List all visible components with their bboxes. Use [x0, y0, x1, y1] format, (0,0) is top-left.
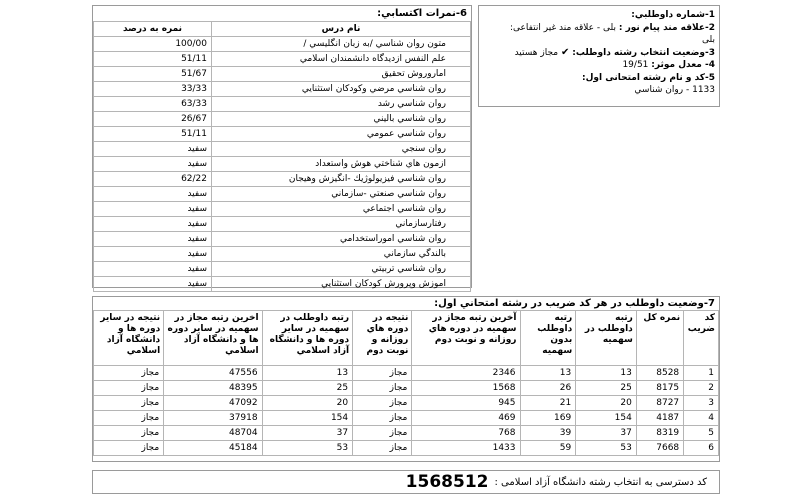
course-score: 26/67	[94, 112, 212, 127]
ranking-cell: 26	[520, 381, 576, 396]
course-name: روان شناسي تربيتي	[212, 262, 471, 277]
ranking-cell: مجاز	[94, 426, 164, 441]
course-name: روان شناسي اجتماعي	[212, 202, 471, 217]
ranking-col-header: نتيجه در دوره هاي روزانه و نوبت دوم	[353, 311, 412, 366]
ranking-cell: 3	[684, 396, 719, 411]
course-score: سفيد	[94, 157, 212, 172]
ranking-cell: 45184	[164, 441, 262, 456]
grade-row	[94, 52, 471, 67]
course-name: علم النفس ازديدگاه دانشمندان اسلامي	[212, 52, 471, 67]
ranking-cell: 13	[520, 366, 576, 381]
grade-row	[94, 202, 471, 217]
ranking-cell: مجاز	[94, 366, 164, 381]
grades-table	[93, 21, 471, 292]
ranking-cell: 169	[520, 411, 576, 426]
ranking-cell: 1433	[412, 441, 520, 456]
access-code-label: كد دسترسی به انتخاب رشته دانشگاه آزاد اسلامی :	[494, 476, 707, 488]
course-name: ازمون هاي شناختي هوش واستعداد	[212, 157, 471, 172]
course-name: روان شناسي عمومي	[212, 127, 471, 142]
grade-row	[94, 112, 471, 127]
ranking-row	[94, 381, 719, 396]
ranking-cell: 154	[262, 411, 353, 426]
ranking-cell: 8528	[636, 366, 683, 381]
course-score: 100/00	[94, 37, 212, 52]
ranking-cell: 1	[684, 366, 719, 381]
ranking-row	[94, 396, 719, 411]
ranking-cell: مجاز	[353, 366, 412, 381]
ranking-cell: مجاز	[94, 396, 164, 411]
access-code-value: 1568512	[405, 472, 489, 492]
ranking-cell: 37	[262, 426, 353, 441]
ranking-row	[94, 366, 719, 381]
ranking-cell: 47556	[164, 366, 262, 381]
ranking-cell: مجاز	[353, 396, 412, 411]
ranking-row	[94, 411, 719, 426]
grade-row	[94, 157, 471, 172]
course-score: سفيد	[94, 187, 212, 202]
ranking-cell: 20	[262, 396, 353, 411]
ranking-cell: 13	[576, 366, 637, 381]
ranking-cell: 8727	[636, 396, 683, 411]
grade-row	[94, 127, 471, 142]
ranking-col-header: نتيجه در ساير دوره ها و دانشگاه آزاد اسلامي	[94, 311, 164, 366]
ranking-cell: مجاز	[353, 441, 412, 456]
ranking-cell: 39	[520, 426, 576, 441]
course-score: سفيد	[94, 142, 212, 157]
course-name: متون روان شناسي /به زبان انگليسي /	[212, 37, 471, 52]
ranking-cell: 154	[576, 411, 637, 426]
check-icon: ✔	[560, 46, 570, 58]
ranking-cell: 13	[262, 366, 353, 381]
ranking-cell: مجاز	[353, 381, 412, 396]
ranking-cell: 7668	[636, 441, 683, 456]
ranking-col-header: آخرين رتبه مجاز در سهميه در دوره هاي روزانه و نوبت دوم	[412, 311, 520, 366]
grades-header-row	[94, 22, 471, 37]
course-score: 33/33	[94, 82, 212, 97]
ranking-cell: 8175	[636, 381, 683, 396]
ranking-row	[94, 441, 719, 456]
course-name: روان شناسي فيزيولوژيك -انگيزش وهيجان	[212, 172, 471, 187]
selection-status: 3-وضعيت انتخاب رشته داوطلب: ✔ مجاز هستيد	[514, 46, 715, 58]
course-name: روان شناسي صنعتي -سازماني	[212, 187, 471, 202]
ranking-col-header: رتبه داوطلب بدون سهميه	[520, 311, 576, 366]
grades-title: 6-نمرات اكتسابي:	[377, 8, 467, 19]
course-score: سفيد	[94, 262, 212, 277]
ranking-cell: 53	[576, 441, 637, 456]
course-score: سفيد	[94, 202, 212, 217]
ranking-cell: 5	[684, 426, 719, 441]
ranking-table	[93, 310, 719, 456]
grade-row	[94, 217, 471, 232]
ranking-col-header: رتبه داوطلب در سهميه در ساير دوره ها و دانشگاه آزاد اسلامي	[262, 311, 353, 366]
course-score: سفيد	[94, 217, 212, 232]
ranking-cell: 37	[576, 426, 637, 441]
course-score: سفيد	[94, 232, 212, 247]
col-course-header: نام درس	[212, 22, 471, 37]
ranking-cell: 37918	[164, 411, 262, 426]
grade-row	[94, 37, 471, 52]
course-score: 51/11	[94, 52, 212, 67]
ranking-cell: 2	[684, 381, 719, 396]
grade-row	[94, 187, 471, 202]
ranking-cell: 25	[262, 381, 353, 396]
applicant-number: 1-شماره داوطلبي:	[631, 10, 715, 20]
course-score: 51/11	[94, 127, 212, 142]
applicant-info-panel	[478, 5, 720, 107]
grade-row	[94, 142, 471, 157]
col-score-header: نمره به درصد	[94, 22, 212, 37]
ranking-cell: 25	[576, 381, 637, 396]
grade-row	[94, 67, 471, 82]
ranking-cell: 48395	[164, 381, 262, 396]
ranking-row	[94, 426, 719, 441]
ranking-cell: مجاز	[353, 426, 412, 441]
course-name: روان شناسي اموراستخدامي	[212, 232, 471, 247]
ranking-cell: 21	[520, 396, 576, 411]
exam-field-value: 1133 - روان شناسي	[634, 85, 715, 95]
grade-row	[94, 247, 471, 262]
ranking-cell: 768	[412, 426, 520, 441]
ranking-col-header: رتبه داوطلب در سهميه	[576, 311, 637, 366]
ranking-cell: 945	[412, 396, 520, 411]
ranking-col-header: نمره كل	[636, 311, 683, 366]
ranking-cell: 53	[262, 441, 353, 456]
ranking-title: 7-وضعيت داوطلب در هر كد ضريب در رشته امتحاني اول:	[434, 298, 715, 309]
ranking-cell: 6	[684, 441, 719, 456]
grades-panel	[92, 5, 472, 288]
ranking-cell: مجاز	[94, 381, 164, 396]
course-name: روان شناسي رشد	[212, 97, 471, 112]
ranking-cell: 47092	[164, 396, 262, 411]
course-score: 62/22	[94, 172, 212, 187]
grades-body	[94, 37, 471, 292]
effective-gpa: 4- معدل موثر: 19/51	[622, 60, 715, 70]
course-name: رفتارسازماني	[212, 217, 471, 232]
ranking-cell: 8319	[636, 426, 683, 441]
course-name: روان شناسي باليني	[212, 112, 471, 127]
course-score: سفيد	[94, 277, 212, 292]
grade-row	[94, 172, 471, 187]
course-score: 51/67	[94, 67, 212, 82]
ranking-cell: مجاز	[94, 441, 164, 456]
ranking-cell: 469	[412, 411, 520, 426]
ranking-col-header: اخرين رتبه مجاز در سهميه در ساير دوره ها و دانشگاه آزاد اسلامي	[164, 311, 262, 366]
ranking-body	[94, 366, 719, 456]
course-name: روان سنجي	[212, 142, 471, 157]
ranking-cell: 2346	[412, 366, 520, 381]
course-name: اموزش وپرورش كودكان استثنايي	[212, 277, 471, 292]
grade-row	[94, 262, 471, 277]
ranking-cell: 1568	[412, 381, 520, 396]
grade-row	[94, 82, 471, 97]
course-score: 63/33	[94, 97, 212, 112]
access-code-bar	[92, 470, 720, 494]
ranking-cell: مجاز	[353, 411, 412, 426]
ranking-cell: مجاز	[94, 411, 164, 426]
ranking-header-row	[94, 311, 719, 366]
course-name: بالندگي سازماني	[212, 247, 471, 262]
course-name: روان شناسي مرضي وكودكان استثنايي	[212, 82, 471, 97]
ranking-cell: 59	[520, 441, 576, 456]
ranking-col-header: كد ضريب	[684, 311, 719, 366]
ranking-cell: 4	[684, 411, 719, 426]
payam-noor-interest: 2-علاقه مند پيام نور : بلی - علاقه مند غير انتفاعی:	[509, 22, 715, 33]
non-profit-interest: بلی	[702, 35, 715, 45]
course-score: سفيد	[94, 247, 212, 262]
course-name: امارو‌روش تحقيق	[212, 67, 471, 82]
ranking-cell: 48704	[164, 426, 262, 441]
grade-row	[94, 277, 471, 292]
ranking-cell: 4187	[636, 411, 683, 426]
ranking-cell: 20	[576, 396, 637, 411]
ranking-panel	[92, 296, 720, 462]
grade-row	[94, 97, 471, 112]
grade-row	[94, 232, 471, 247]
exam-field: 5-كد و نام رشته امتحانی اول:	[582, 72, 715, 83]
